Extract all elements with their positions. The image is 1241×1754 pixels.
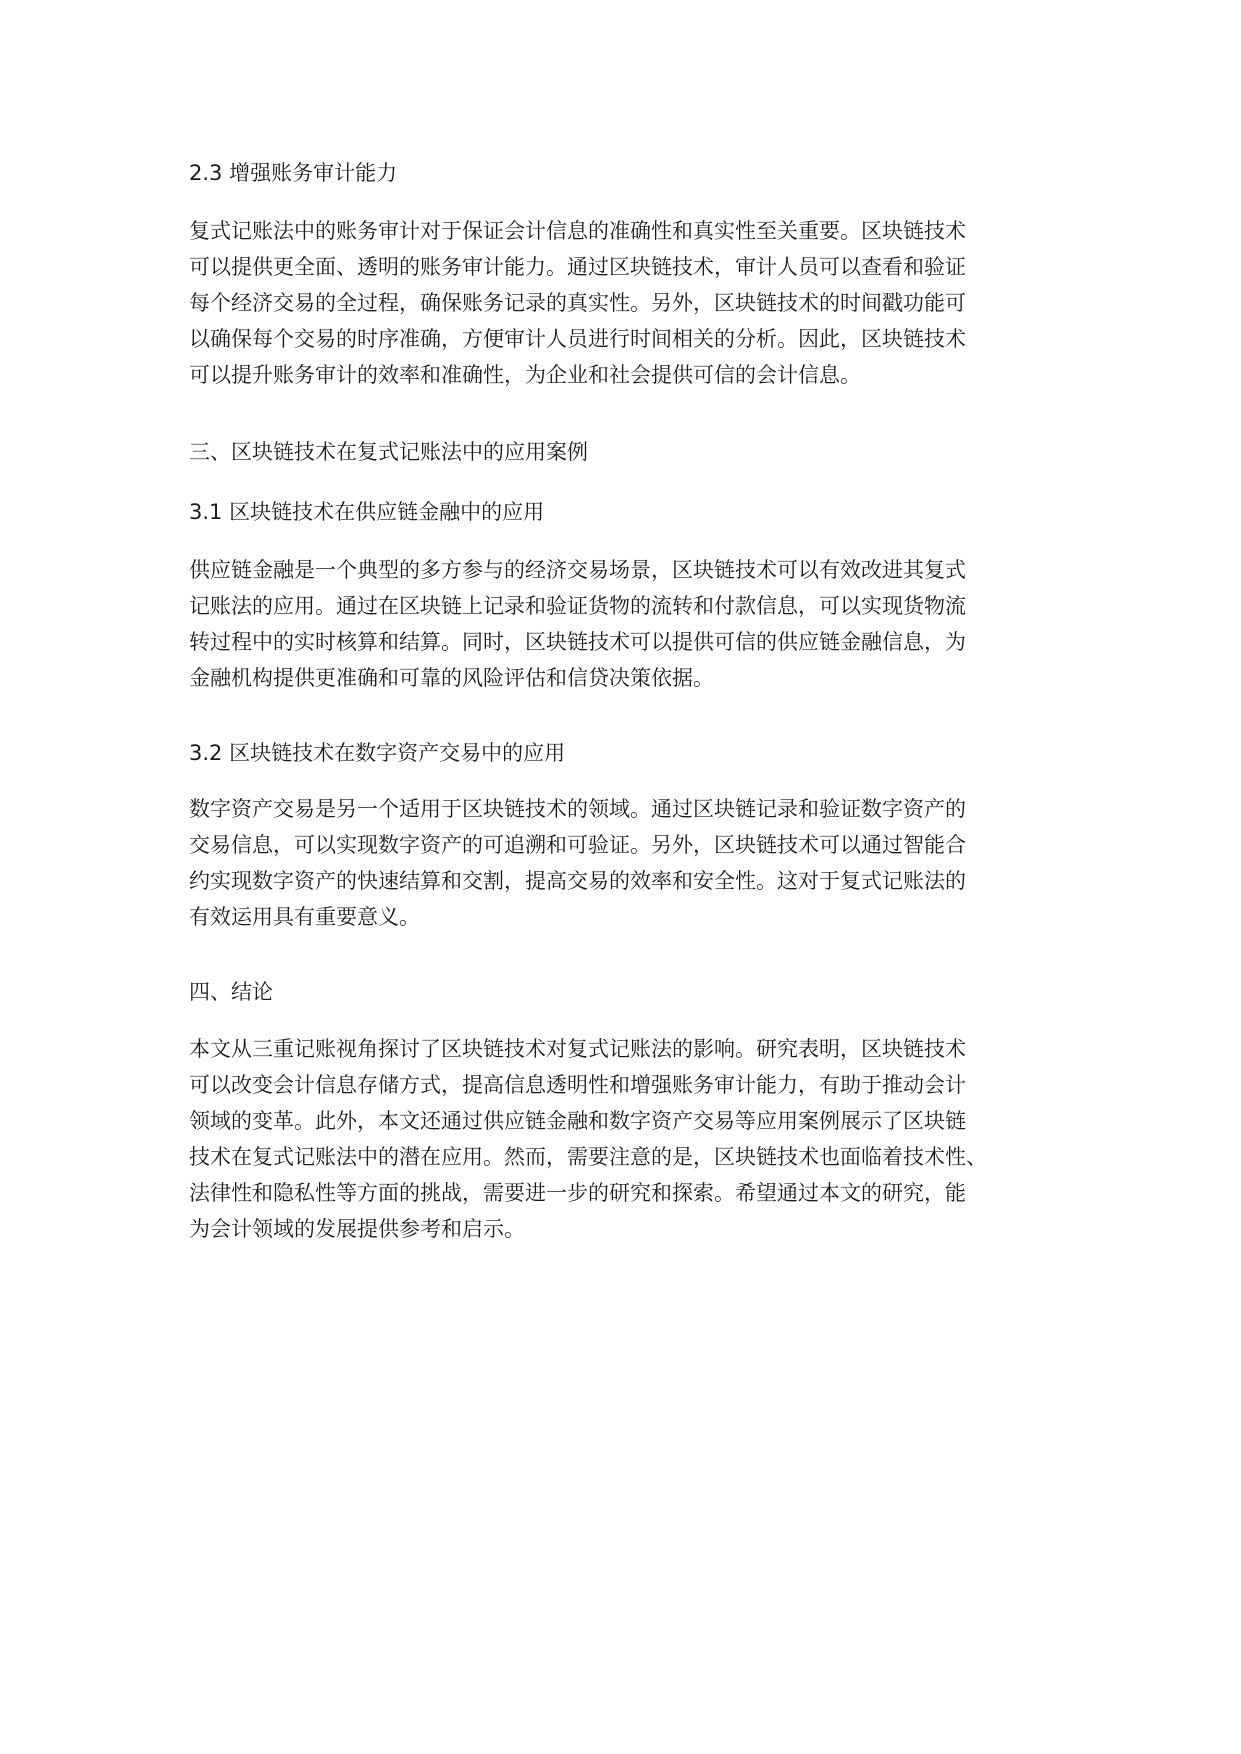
paragraph-2-3 — [189, 213, 1089, 393]
paragraph-3-2 — [189, 791, 1089, 935]
paragraph-line: 以确保每个交易的时序准确，方便审计人员进行时间相关的分析。因此，区块链技术 — [189, 327, 966, 351]
section-heading-3-1: 3.1 区块链技术在供应链金融中的应用 — [189, 500, 545, 524]
paragraph-line: 复式记账法中的账务审计对于保证会计信息的准确性和真实性至关重要。区块链技术 — [189, 219, 966, 243]
paragraph-line: 转过程中的实时核算和结算。同时，区块链技术可以提供可信的供应链金融信息，为 — [189, 630, 966, 654]
paragraph-line: 领域的变革。此外，本文还通过供应链金融和数字资产交易等应用案例展示了区块链 — [189, 1109, 966, 1133]
paragraph-conclusion — [189, 1031, 1089, 1247]
paragraph-line: 约实现数字资产的快速结算和交割，提高交易的效率和安全性。这对于复式记账法的 — [189, 869, 966, 893]
paragraph-line: 供应链金融是一个典型的多方参与的经济交易场景，区块链技术可以有效改进其复式 — [189, 558, 966, 582]
paragraph-line: 每个经济交易的全过程，确保账务记录的真实性。另外，区块链技术的时间戳功能可 — [189, 291, 966, 315]
paragraph-line: 为会计领域的发展提供参考和启示。 — [189, 1217, 525, 1241]
paragraph-line: 金融机构提供更准确和可靠的风险评估和信贷决策依据。 — [189, 666, 714, 690]
paragraph-3-1 — [189, 552, 1089, 696]
paragraph-line: 记账法的应用。通过在区块链上记录和验证货物的流转和付款信息，可以实现货物流 — [189, 594, 966, 618]
paragraph-line: 可以改变会计信息存储方式，提高信息透明性和增强账务审计能力，有助于推动会计 — [189, 1073, 966, 1097]
paragraph-line: 技术在复式记账法中的潜在应用。然而，需要注意的是，区块链技术也面临着技术性、 — [189, 1145, 987, 1169]
paragraph-line: 数字资产交易是另一个适用于区块链技术的领域。通过区块链记录和验证数字资产的 — [189, 797, 966, 821]
chapter-heading-4: 四、结论 — [189, 980, 273, 1004]
paragraph-line: 有效运用具有重要意义。 — [189, 905, 420, 929]
section-heading-2-3: 2.3 增强账务审计能力 — [189, 161, 398, 185]
chapter-heading-3: 三、区块链技术在复式记账法中的应用案例 — [189, 440, 588, 464]
paragraph-line: 法律性和隐私性等方面的挑战，需要进一步的研究和探索。希望通过本文的研究，能 — [189, 1181, 966, 1205]
paragraph-line: 交易信息，可以实现数字资产的可追溯和可验证。另外，区块链技术可以通过智能合 — [189, 833, 966, 857]
paragraph-line: 可以提供更全面、透明的账务审计能力。通过区块链技术，审计人员可以查看和验证 — [189, 255, 966, 279]
paragraph-line: 可以提升账务审计的效率和准确性，为企业和社会提供可信的会计信息。 — [189, 363, 861, 387]
paragraph-line: 本文从三重记账视角探讨了区块链技术对复式记账法的影响。研究表明，区块链技术 — [189, 1037, 966, 1061]
section-heading-3-2: 3.2 区块链技术在数字资产交易中的应用 — [189, 741, 566, 765]
